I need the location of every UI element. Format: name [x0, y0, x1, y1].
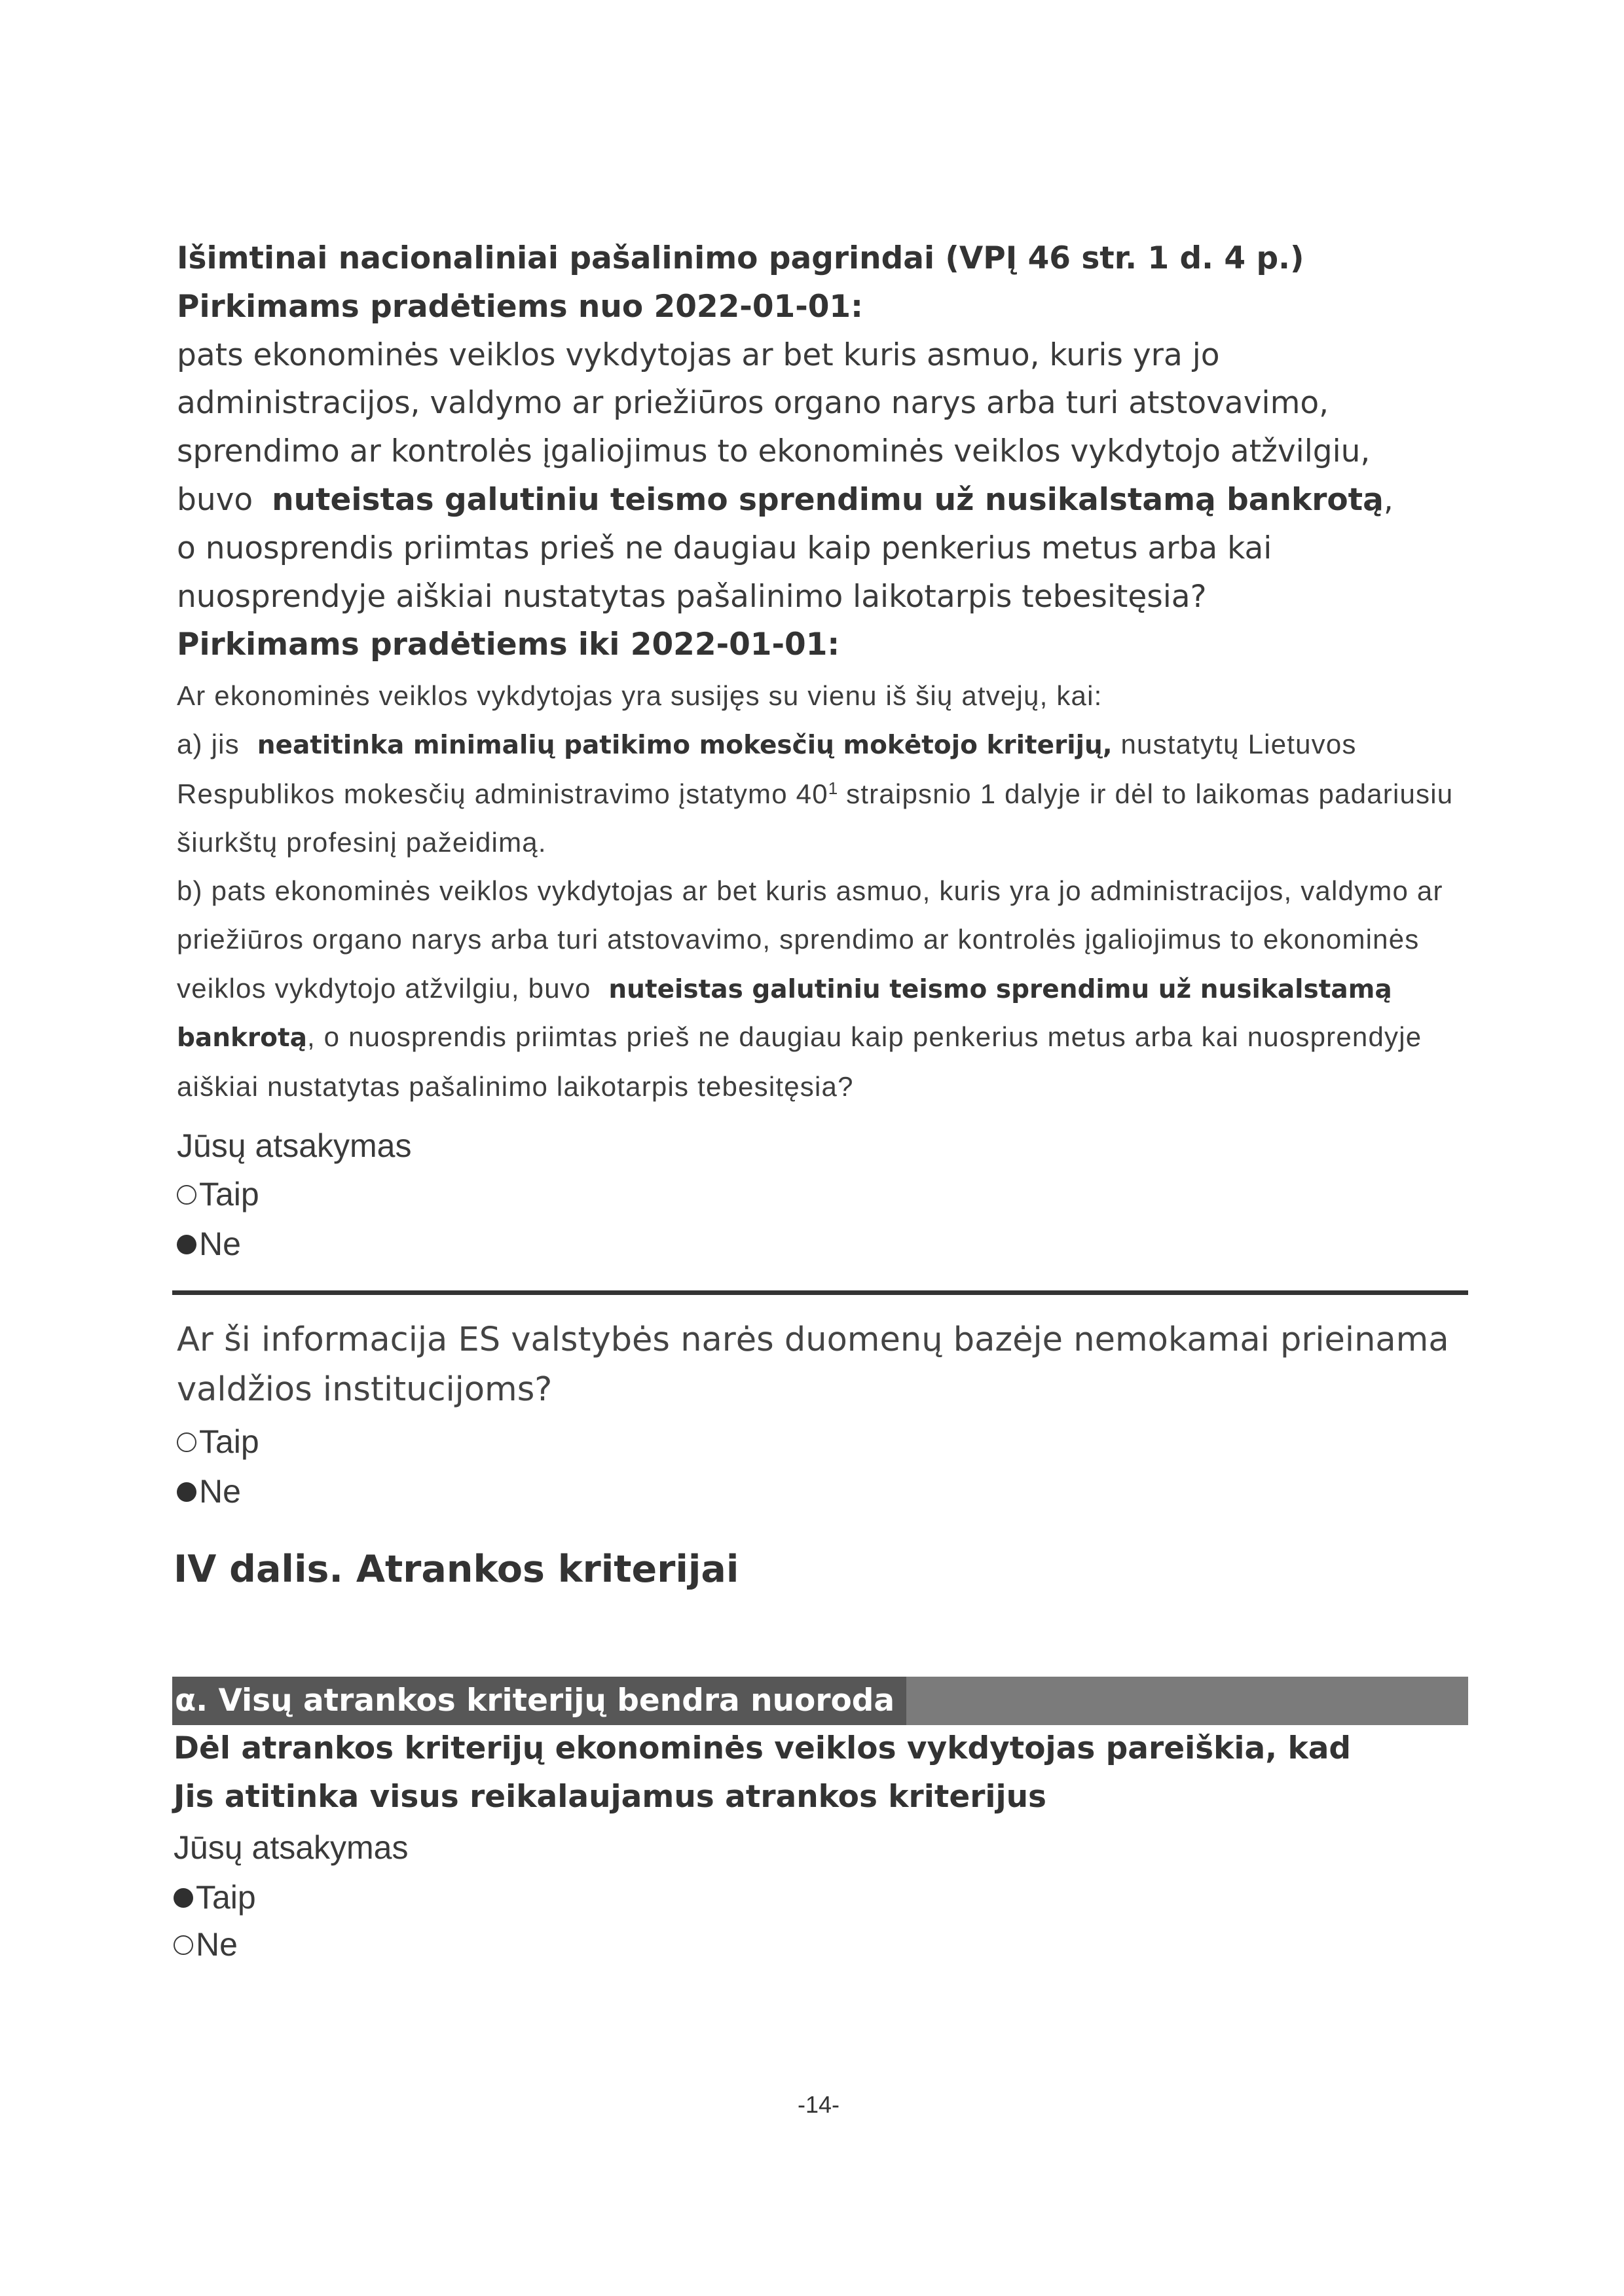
bold-text-segment: bankrotą — [177, 1023, 307, 1053]
radio-icon — [174, 1888, 193, 1908]
statement-line: Dėl atrankos kriterijų ekonominės veiklos vykdytojas pareiškia, kad — [174, 1730, 1352, 1766]
answer-label: Jūsų atsakymas — [174, 1829, 409, 1866]
section-banner — [172, 1677, 1468, 1725]
text-segment: straipsnio 1 dalyje ir dėl to laikomas padariusiu — [838, 778, 1454, 809]
radio-icon — [174, 1935, 193, 1955]
option-label: Ne — [196, 1926, 238, 1963]
before-2022-heading: Pirkimams pradėtiems iki 2022-01-01: — [177, 627, 840, 663]
option-label: Ne — [199, 1226, 241, 1262]
paragraph-line: administracijos, valdymo ar priežiūros organo narys arba turi atstovavimo, — [177, 385, 1329, 421]
text-segment: Respublikos mokesčių administravimo įstatymo 40 — [177, 778, 828, 809]
bold-text-segment: nuteistas galutiniu teismo sprendimu už nusikalstamą — [608, 975, 1392, 1004]
answer-option-ne — [174, 1920, 238, 1969]
radio-icon — [177, 1185, 196, 1205]
radio-icon — [177, 1235, 196, 1254]
national-exclusion-heading: Išimtinai nacionaliniai pašalinimo pagrindai (VPĮ 46 str. 1 d. 4 p.) — [177, 240, 1304, 276]
text-segment: buvo — [177, 482, 263, 518]
text-segment: a) jis — [177, 729, 248, 759]
text-segment: veiklos vykdytojo atžvilgiu, buvo — [177, 973, 600, 1004]
page-number: -14- — [797, 2091, 840, 2118]
paragraph-line — [177, 770, 1453, 818]
paragraph-line — [177, 476, 1393, 524]
answer-option-ne — [177, 1467, 241, 1516]
bold-text-segment: nuteistas galutiniu teismo sprendimu už nusikalstamą bankrotą — [272, 482, 1384, 518]
answer-option-taip — [174, 1872, 256, 1922]
answer-option-taip — [177, 1169, 259, 1219]
paragraph-line — [177, 720, 1357, 769]
statement-line: Jis atitinka visus reikalaujamus atrankos kriterijus — [174, 1779, 1047, 1815]
bold-text-segment: neatitinka minimalių patikimo mokesčių mokėtojo kriterijų, — [257, 731, 1113, 760]
section-banner-title: α. Visų atrankos kriterijų bendra nuoroda — [172, 1677, 906, 1725]
text-segment: nustatytų Lietuvos — [1112, 729, 1357, 759]
answer-label: Jūsų atsakymas — [177, 1127, 412, 1164]
paragraph-line: priežiūros organo narys arba turi atstovavimo, sprendimo ar kontrolės įgaliojimus to ekonominės — [177, 924, 1420, 955]
question-line: Ar ši informacija ES valstybės narės duomenų bazėje nemokamai prieinama — [177, 1321, 1449, 1359]
paragraph-line: o nuosprendis priimtas prieš ne daugiau kaip penkerius metus arba kai — [177, 530, 1272, 566]
paragraph-line — [177, 964, 1392, 1013]
option-label: Ne — [199, 1473, 241, 1510]
part-iv-heading: IV dalis. Atrankos kriterijai — [174, 1548, 739, 1591]
paragraph-line: sprendimo ar kontrolės įgaliojimus to ekonominės veiklos vykdytojo atžvilgiu, — [177, 433, 1371, 469]
option-label: Taip — [199, 1176, 259, 1212]
radio-icon — [177, 1482, 196, 1502]
question-line: valdžios institucijoms? — [177, 1370, 553, 1409]
paragraph-line — [177, 1013, 1422, 1061]
answer-option-taip — [177, 1417, 259, 1467]
paragraph-line: nuosprendyje aiškiai nustatytas pašalinimo laikotarpis tebesitęsia? — [177, 579, 1207, 615]
option-label: Taip — [196, 1879, 256, 1916]
text-segment: , — [1383, 482, 1393, 518]
paragraph-line: Ar ekonominės veiklos vykdytojas yra susijęs su vienu iš šių atvejų, kai: — [177, 680, 1103, 711]
paragraph-line: šiurkštų profesinį pažeidimą. — [177, 827, 547, 858]
radio-icon — [177, 1432, 196, 1452]
paragraph-line: b) pats ekonominės veiklos vykdytojas ar bet kuris asmuo, kuris yra jo administracijos, valdymo ar — [177, 875, 1443, 906]
option-label: Taip — [199, 1423, 259, 1460]
answer-option-ne — [177, 1219, 241, 1269]
horizontal-divider — [172, 1290, 1468, 1295]
after-2022-heading: Pirkimams pradėtiems nuo 2022-01-01: — [177, 289, 863, 325]
text-segment: , o nuosprendis priimtas prieš ne daugiau kaip penkerius metus arba kai nuosprendyje — [306, 1021, 1422, 1052]
paragraph-line: aiškiai nustatytas pašalinimo laikotarpis tebesitęsia? — [177, 1071, 854, 1102]
paragraph-line: pats ekonominės veiklos vykdytojas ar bet kuris asmuo, kuris yra jo — [177, 337, 1220, 373]
superscript: 1 — [828, 778, 838, 798]
